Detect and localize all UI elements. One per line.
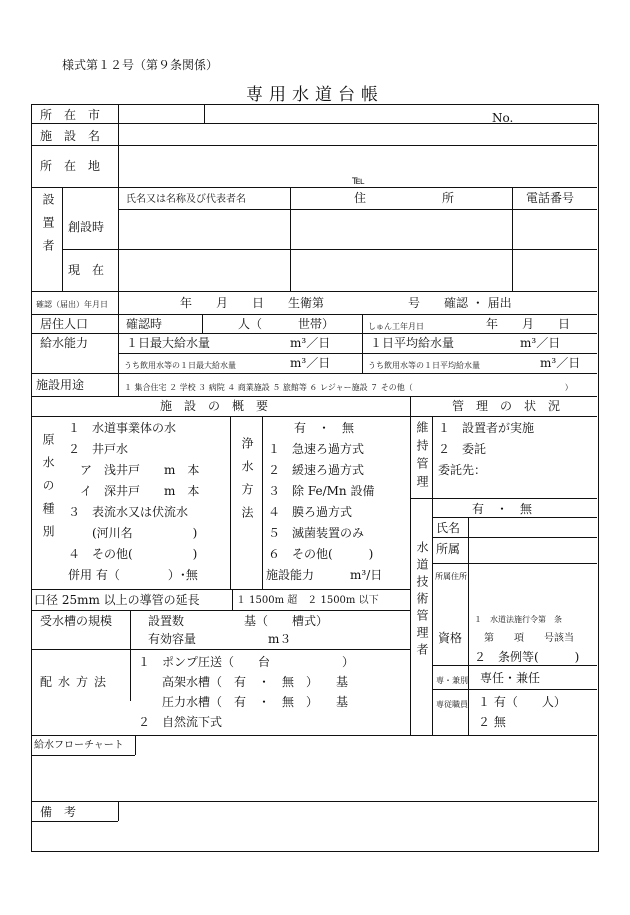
- purify-option-3: ３ 除 Fe/Mn 設備: [268, 484, 375, 498]
- purify-option-2: ２ 緩速ろ過方式: [268, 463, 365, 477]
- source-option-3: ３ 表流水又は伏流水: [68, 505, 189, 519]
- column-name-header: 氏名又は名称及び代表者名: [126, 194, 246, 205]
- river-name-field: (河川名 ): [68, 526, 198, 540]
- purification-label: 浄水方法: [240, 437, 254, 529]
- flowchart-label: 給水フローチャート: [34, 740, 124, 751]
- usage-label: 施設用途: [36, 378, 85, 392]
- column-phone-header: 電話番号: [526, 191, 575, 205]
- page-title: 専用水道台帳: [246, 85, 384, 105]
- contractor-field: 委託先：: [438, 463, 487, 477]
- maint-option-1: １ 設置者が実施: [438, 421, 535, 435]
- max-daily-drinking-label: うち飲用水等の１日最大給水量: [124, 361, 236, 370]
- source-option-1: １ 水道事業体の水: [68, 421, 177, 435]
- dedicated-staff-label: 専従職員: [436, 700, 468, 709]
- management-title: 管 理 の 状 況: [452, 399, 561, 413]
- avg-daily-unit: m³／日: [520, 336, 561, 350]
- affiliation-label: 所属: [436, 542, 461, 556]
- confirm-time-label: 確認時: [126, 317, 163, 331]
- source-option-shallow: ア 浅井戸 m 本: [68, 463, 200, 477]
- fulltime-value: 専任・兼任: [480, 671, 541, 685]
- avg-daily-drinking-unit: m³／日: [540, 356, 581, 370]
- installer-label: 設置者: [41, 193, 55, 262]
- population-label: 居住人口: [40, 317, 89, 331]
- location-label: 所 在 地: [40, 159, 101, 173]
- purification-presence: 有 ・ 無: [294, 421, 355, 435]
- staff-option-1: １ 有（ 人）: [478, 695, 566, 709]
- qualification-option-1: １ 水道法施行令第 条: [474, 615, 562, 624]
- completion-date-value: 年 月 日: [486, 317, 571, 331]
- max-daily-label: １日最大給水量: [126, 336, 211, 350]
- maintenance-label: 維持管理: [415, 421, 429, 493]
- capacity-label: 給水能力: [40, 336, 89, 350]
- tech-manager-presence: 有 ・ 無: [472, 502, 533, 516]
- combined-use: 併用 有（ ）･無: [68, 568, 198, 582]
- remarks-label: 備 考: [40, 805, 77, 819]
- column-address-header: 住: [354, 191, 367, 205]
- avg-daily-drinking-label: うち飲用水等の１日平均給水量: [368, 361, 480, 370]
- usage-options: １ 集合住宅 ２ 学校 ３ 病院 ４ 商業施設 ５ 旅館等 ６ レジャー施設 ７ その他（ ）: [124, 383, 573, 392]
- qualification-option-2: ２ 条例等( ): [474, 650, 580, 664]
- dist-option-pump: １ ポンプ圧送（ 台 ）: [138, 655, 355, 669]
- facility-capacity: 施設能力 m³/日: [266, 568, 383, 582]
- ledger-form: [31, 104, 599, 852]
- purify-option-1: １ 急速ろ過方式: [268, 442, 365, 456]
- confirm-date-value: 年 月 日 生衛第 号 確認 ・ 届出: [180, 296, 512, 310]
- purify-option-4: ４ 膜ろ過方式: [268, 505, 353, 519]
- location-city-label: 所 在 市: [40, 108, 101, 122]
- column-address-header-2: 所: [442, 191, 455, 205]
- pipe-length-label: 口径 25mm 以上の導管の延長: [34, 593, 200, 607]
- source-option-2: ２ 井戸水: [68, 442, 129, 456]
- distribution-label: 配水方法: [40, 675, 113, 689]
- confirm-date-label: 確認（届出）年月日: [36, 300, 108, 309]
- fulltime-label: 専・兼別: [436, 676, 468, 685]
- qualification-label: 資格: [438, 631, 463, 645]
- purify-option-6: ６ その他( ): [268, 547, 374, 561]
- qualification-option-1b: 第 項 号該当: [484, 633, 574, 644]
- phone-icon: ℡: [352, 173, 365, 187]
- pipe-length-options: １ 1500m 超 ２ 1500m 以下: [236, 595, 379, 606]
- name-label: 氏名: [436, 521, 461, 535]
- population-value: 人（ 世帯）: [238, 317, 335, 331]
- max-daily-drinking-unit: m³／日: [290, 356, 331, 370]
- avg-daily-label: １日平均給水量: [370, 336, 455, 350]
- dist-option-pressure: 圧力水槽（ 有 ・ 無 ） 基: [138, 695, 349, 709]
- tank-scale-label: 受水槽の規模: [40, 614, 113, 628]
- founding-label: 創設時: [68, 220, 105, 234]
- max-daily-unit: m³／日: [290, 336, 331, 350]
- overview-title: 施 設 の 概 要: [160, 399, 269, 413]
- current-label: 現 在: [68, 263, 105, 277]
- completion-date-label: しゅん工年月日: [368, 322, 424, 331]
- record-number-label: No.: [492, 111, 514, 125]
- form-number: 様式第１２号（第９条関係）: [62, 58, 219, 72]
- maint-option-2: ２ 委託: [438, 442, 487, 456]
- source-option-4: ４ その他( ): [68, 547, 198, 561]
- purify-option-5: ５ 滅菌装置のみ: [268, 526, 365, 540]
- technical-manager-label: 水道技術管理者: [415, 541, 429, 660]
- dist-option-elevated: 高架水槽（ 有 ・ 無 ） 基: [138, 675, 349, 689]
- facility-name-label: 施 設 名: [40, 129, 101, 143]
- source-option-deep: イ 深井戸 m 本: [68, 484, 200, 498]
- source-water-label: 原水の種別: [41, 433, 55, 548]
- affiliation-address-label: 所属住所: [435, 572, 467, 581]
- dist-option-gravity: ２ 自然流下式: [138, 715, 223, 729]
- tank-count: 設置数 基（ 槽式）: [148, 614, 329, 628]
- tank-volume: 有効容量 m３: [148, 632, 292, 646]
- staff-option-2: ２ 無: [478, 715, 506, 729]
